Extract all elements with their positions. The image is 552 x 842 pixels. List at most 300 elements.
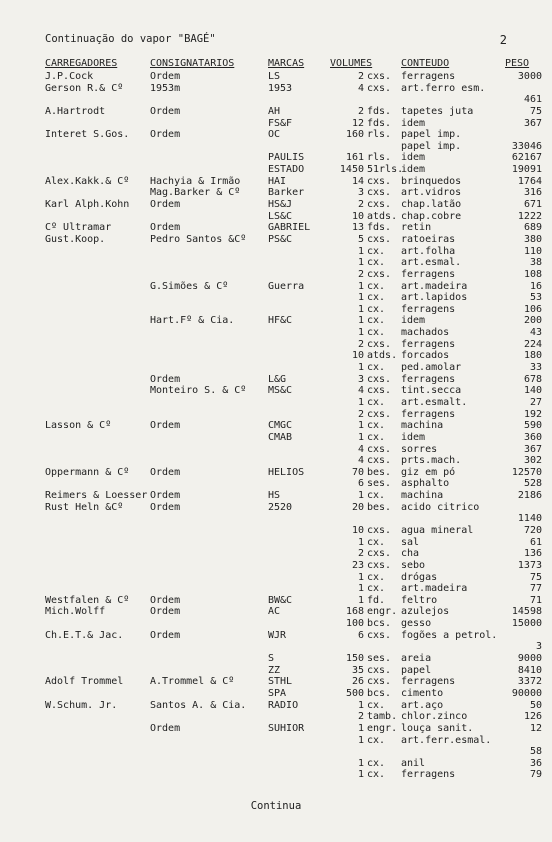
table-row — [0, 281, 552, 293]
marks-cell: MS&C — [268, 385, 293, 397]
weight-cell: 27 — [529, 396, 542, 408]
weight-cell: 14598 — [511, 606, 542, 618]
table-row — [0, 583, 552, 595]
table-row — [0, 676, 552, 688]
table-row — [0, 246, 552, 258]
volume-qty-cell: 2 — [357, 199, 364, 211]
weight-cell: 90000 — [511, 687, 542, 699]
marks-cell: PS&C — [268, 233, 293, 245]
column-header-peso: PESO — [505, 58, 530, 69]
weight-cell: 62167 — [511, 152, 542, 164]
volume-qty-cell: 1 — [357, 571, 364, 583]
table-row — [0, 595, 552, 607]
weight-cell: 200 — [523, 315, 542, 327]
contents-cell: ferragens — [401, 71, 456, 82]
marks-cell: Barker — [268, 187, 305, 199]
volume-qty-cell: 70 — [351, 466, 364, 478]
weight-cell: 79 — [529, 769, 542, 781]
table-row — [0, 769, 552, 781]
continuation-footer: Continua — [250, 800, 302, 812]
volume-unit-cell: cxs. — [367, 71, 392, 82]
volume-unit-cell: engr. — [367, 606, 398, 618]
table-row — [0, 152, 552, 164]
consignee-cell: 1953m — [150, 82, 181, 94]
contents-cell: gesso — [401, 618, 432, 630]
weight-cell: 33046 — [511, 140, 542, 152]
shipper-cell: Reimers & Loesser — [45, 490, 148, 502]
volume-qty-cell: 2 — [357, 71, 364, 82]
contents-cell: ferragens — [401, 676, 456, 688]
table-row — [0, 292, 552, 304]
table-row — [0, 723, 552, 735]
weight-cell: 19091 — [511, 164, 542, 176]
consignee-cell: Monteiro S. & Cº — [150, 385, 247, 397]
volume-unit-cell: cx. — [367, 245, 386, 257]
consignee-cell: Ordem — [150, 501, 181, 513]
contents-cell: sal — [401, 536, 420, 548]
contents-cell: art.vidros — [401, 187, 462, 199]
weight-cell: 12 — [529, 722, 542, 734]
weight-cell: 461 — [523, 94, 542, 106]
volume-qty-cell: 10 — [351, 524, 364, 536]
table-row — [0, 385, 552, 397]
volume-qty-cell: 2 — [357, 105, 364, 117]
table-row — [0, 71, 552, 83]
table-row — [0, 83, 552, 95]
table-row — [0, 327, 552, 339]
shipper-cell: Rust Heln &Cº — [45, 501, 124, 513]
weight-cell: 380 — [523, 233, 542, 245]
volume-unit-cell: cx. — [367, 490, 386, 502]
table-row — [0, 537, 552, 549]
shipper-cell: W.Schum. Jr. — [45, 699, 118, 711]
contents-cell: machados — [401, 327, 450, 339]
consignee-cell: Ordem — [150, 222, 181, 234]
volume-qty-cell: 4 — [357, 385, 364, 397]
volume-unit-cell: cx. — [367, 536, 386, 548]
weight-cell: 671 — [523, 199, 542, 211]
contents-cell: art.ferr.esmal. — [401, 734, 492, 746]
table-row — [0, 467, 552, 479]
table-row — [0, 315, 552, 327]
shipper-cell: Gust.Koop. — [45, 233, 106, 245]
volume-unit-cell: cx. — [367, 420, 386, 432]
volume-unit-cell: cx. — [367, 431, 386, 443]
shipper-cell: Karl Alph.Kohn — [45, 199, 130, 211]
volume-qty-cell: 35 — [351, 664, 364, 676]
volume-unit-cell: tamb. — [367, 711, 398, 723]
consignee-cell: Hart.Fº & Cia. — [150, 315, 235, 327]
volume-qty-cell: 160 — [345, 129, 364, 141]
contents-cell: art.aço — [401, 699, 444, 711]
weight-cell: 15000 — [511, 618, 542, 630]
volume-unit-cell: cx. — [367, 315, 386, 327]
contents-cell: idem — [401, 152, 426, 164]
table-row — [0, 362, 552, 374]
column-header-marcas: MARCAS — [268, 58, 305, 69]
manifest-table — [0, 71, 552, 781]
weight-cell: 16 — [529, 280, 542, 292]
volume-unit-cell: cxs. — [367, 268, 392, 280]
marks-cell: CMGC — [268, 420, 293, 432]
marks-cell: 1953 — [268, 82, 293, 94]
marks-cell: L&G — [268, 373, 287, 385]
weight-cell: 12570 — [511, 466, 542, 478]
consignee-cell: Ordem — [150, 199, 181, 211]
weight-cell: 720 — [523, 524, 542, 536]
contents-cell: ferragens — [401, 408, 456, 420]
marks-cell: CMAB — [268, 431, 293, 443]
volume-unit-cell: cx. — [367, 362, 386, 374]
table-row — [0, 572, 552, 584]
contents-cell: ferragens — [401, 338, 456, 350]
weight-cell: 1373 — [517, 559, 542, 571]
table-row — [0, 711, 552, 723]
volume-unit-cell: cxs. — [367, 629, 392, 641]
contents-cell: idem — [401, 431, 426, 443]
consignee-cell: Ordem — [150, 629, 181, 641]
contents-cell: drógas — [401, 571, 438, 583]
marks-cell: FS&F — [268, 117, 293, 129]
volume-qty-cell: 1 — [357, 431, 364, 443]
table-row — [0, 490, 552, 502]
volume-qty-cell: 1 — [357, 315, 364, 327]
weight-cell: 689 — [523, 222, 542, 234]
table-row — [0, 735, 552, 747]
table-row — [0, 222, 552, 234]
weight-cell: 367 — [523, 117, 542, 129]
marks-cell: SUHIOR — [268, 722, 305, 734]
volume-unit-cell: cx. — [367, 583, 386, 595]
volume-unit-cell: cxs. — [367, 199, 392, 211]
volume-qty-cell: 4 — [357, 82, 364, 94]
volume-qty-cell: 1 — [357, 303, 364, 315]
volume-unit-cell: cxs. — [367, 559, 392, 571]
volume-qty-cell: 2 — [357, 711, 364, 723]
marks-cell: HF&C — [268, 315, 293, 327]
table-row — [0, 374, 552, 386]
weight-cell: 316 — [523, 187, 542, 199]
volume-qty-cell: 10 — [351, 350, 364, 362]
volume-qty-cell: 3 — [357, 373, 364, 385]
volume-qty-cell: 2 — [357, 408, 364, 420]
table-row — [0, 397, 552, 409]
volume-qty-cell: 1 — [357, 583, 364, 595]
table-row — [0, 758, 552, 770]
table-row — [0, 653, 552, 665]
contents-cell: idem — [401, 117, 426, 129]
volume-qty-cell: 13 — [351, 222, 364, 234]
contents-cell: sorres — [401, 443, 438, 455]
consignee-cell: Ordem — [150, 490, 181, 502]
volume-unit-cell: engr. — [367, 722, 398, 734]
consignee-cell: Hachyia & Irmão — [150, 175, 241, 187]
table-row — [0, 618, 552, 630]
volume-qty-cell: 1 — [357, 490, 364, 502]
consignee-cell: A.Trommel & Cº — [150, 676, 235, 688]
shipper-cell: J.P.Cock — [45, 71, 94, 82]
table-row — [0, 688, 552, 700]
shipper-cell: Alex.Kakk.& Cº — [45, 175, 130, 187]
weight-cell: 43 — [529, 327, 542, 339]
contents-cell: chlor.zinco — [401, 711, 468, 723]
volume-qty-cell: 1 — [357, 699, 364, 711]
volume-qty-cell: 5 — [357, 233, 364, 245]
contents-cell: ferragens — [401, 373, 456, 385]
weight-cell: 140 — [523, 385, 542, 397]
table-row — [0, 199, 552, 211]
table-row — [0, 641, 552, 653]
volume-unit-cell: atds. — [367, 210, 398, 222]
weight-cell: 302 — [523, 455, 542, 467]
column-header-conteudo: CONTEUDO — [401, 58, 450, 69]
shipper-cell: Ch.E.T.& Jac. — [45, 629, 124, 641]
marks-cell: ESTADO — [268, 164, 305, 176]
contents-cell: machina — [401, 490, 444, 502]
volume-unit-cell: fds. — [367, 117, 392, 129]
marks-cell: AH — [268, 105, 281, 117]
volume-unit-cell: cxs. — [367, 408, 392, 420]
weight-cell: 224 — [523, 338, 542, 350]
marks-cell: HELIOS — [268, 466, 305, 478]
volume-unit-cell: fds. — [367, 105, 392, 117]
volume-qty-cell: 1 — [357, 722, 364, 734]
marks-cell: AC — [268, 606, 281, 618]
table-row — [0, 164, 552, 176]
marks-cell: HAI — [268, 175, 287, 187]
consignee-cell: Ordem — [150, 420, 181, 432]
marks-cell: STHL — [268, 676, 293, 688]
contents-cell: acido citrico — [401, 501, 480, 513]
shipper-cell: Westfalen & Cº — [45, 594, 130, 606]
volume-qty-cell: 23 — [351, 559, 364, 571]
table-row — [0, 409, 552, 421]
volume-unit-cell: cx. — [367, 769, 386, 781]
volume-unit-cell: cxs. — [367, 187, 392, 199]
column-header-carregadores: CARREGADORES — [45, 58, 118, 69]
marks-cell: OC — [268, 129, 281, 141]
weight-cell: 36 — [529, 757, 542, 769]
weight-cell: 2186 — [517, 490, 542, 502]
weight-cell: 75 — [529, 105, 542, 117]
consignee-cell: Ordem — [150, 606, 181, 618]
contents-cell: art.esmalt. — [401, 396, 468, 408]
shipper-cell: Oppermann & Cº — [45, 466, 130, 478]
volume-qty-cell: 161 — [345, 152, 364, 164]
volume-unit-cell: atds. — [367, 350, 398, 362]
volume-unit-cell: cx. — [367, 699, 386, 711]
volume-unit-cell: fds. — [367, 222, 392, 234]
volume-unit-cell: cx. — [367, 757, 386, 769]
marks-cell: LS — [268, 71, 281, 82]
contents-cell: azulejos — [401, 606, 450, 618]
volume-qty-cell: 500 — [345, 687, 364, 699]
volume-qty-cell: 100 — [345, 618, 364, 630]
weight-cell: 3000 — [517, 71, 542, 82]
volume-qty-cell: 1 — [357, 734, 364, 746]
table-row — [0, 700, 552, 712]
weight-cell: 3 — [535, 641, 542, 653]
weight-cell: 75 — [529, 571, 542, 583]
weight-cell: 53 — [529, 292, 542, 304]
shipper-cell: Adolf Trommel — [45, 676, 124, 688]
volume-unit-cell: bes. — [367, 501, 392, 513]
contents-cell: art.ferro esm. — [401, 82, 486, 94]
table-row — [0, 141, 552, 153]
table-row — [0, 502, 552, 514]
consignee-cell: Mag.Barker & Cº — [150, 187, 241, 199]
volume-qty-cell: 1 — [357, 536, 364, 548]
volume-unit-cell: cxs. — [367, 82, 392, 94]
marks-cell: LS&C — [268, 210, 293, 222]
volume-unit-cell: cxs. — [367, 338, 392, 350]
weight-cell: 58 — [529, 746, 542, 758]
consignee-cell: Ordem — [150, 373, 181, 385]
contents-cell: papel imp. — [401, 129, 462, 141]
marks-cell: 2520 — [268, 501, 293, 513]
volume-unit-cell: cx. — [367, 257, 386, 269]
marks-cell: HS — [268, 490, 281, 502]
contents-cell: tint.secca — [401, 385, 462, 397]
contents-cell: forcados — [401, 350, 450, 362]
marks-cell: BW&C — [268, 594, 293, 606]
table-row — [0, 525, 552, 537]
contents-cell: idem — [401, 315, 426, 327]
contents-cell: art.madeira — [401, 583, 468, 595]
volume-qty-cell: 1 — [357, 280, 364, 292]
volume-unit-cell: cxs. — [367, 676, 392, 688]
volume-unit-cell: cxs. — [367, 373, 392, 385]
weight-cell: 1222 — [517, 210, 542, 222]
volume-qty-cell: 4 — [357, 443, 364, 455]
table-row — [0, 129, 552, 141]
weight-cell: 1140 — [517, 513, 542, 525]
volume-qty-cell: 1 — [357, 757, 364, 769]
contents-cell: louça sanit. — [401, 722, 474, 734]
volume-unit-cell: fd. — [367, 594, 386, 606]
volume-qty-cell: 1 — [357, 327, 364, 339]
contents-cell: chap.cobre — [401, 210, 462, 222]
marks-cell: HS&J — [268, 199, 293, 211]
shipper-cell: Interet S.Gos. — [45, 129, 130, 141]
contents-cell: art.madeira — [401, 280, 468, 292]
table-row — [0, 339, 552, 351]
contents-cell: retin — [401, 222, 432, 234]
weight-cell: 678 — [523, 373, 542, 385]
volume-qty-cell: 1450 — [339, 164, 364, 176]
volume-qty-cell: 2 — [357, 268, 364, 280]
contents-cell: agua mineral — [401, 524, 474, 536]
volume-qty-cell: 10 — [351, 210, 364, 222]
page-number: 2 — [499, 33, 507, 47]
volume-qty-cell: 1 — [357, 362, 364, 374]
volume-qty-cell: 26 — [351, 676, 364, 688]
volume-qty-cell: 1 — [357, 245, 364, 257]
contents-cell: art.esmal. — [401, 257, 462, 269]
volume-unit-cell: cxs. — [367, 443, 392, 455]
consignee-cell: Pedro Santos &Cº — [150, 233, 247, 245]
table-row — [0, 746, 552, 758]
contents-cell: ferragens — [401, 303, 456, 315]
contents-cell: idem — [401, 164, 426, 176]
shipper-cell: Mich.Wolff — [45, 606, 106, 618]
consignee-cell: Santos A. & Cia. — [150, 699, 247, 711]
volume-qty-cell: 14 — [351, 175, 364, 187]
volume-qty-cell: 1 — [357, 396, 364, 408]
weight-cell: 8410 — [517, 664, 542, 676]
volume-unit-cell: cx. — [367, 571, 386, 583]
volume-unit-cell: cx. — [367, 734, 386, 746]
marks-cell: Guerra — [268, 280, 305, 292]
volume-unit-cell: bcs. — [367, 687, 392, 699]
table-row — [0, 548, 552, 560]
page-header — [45, 33, 507, 47]
table-row — [0, 606, 552, 618]
weight-cell: 367 — [523, 443, 542, 455]
table-row — [0, 187, 552, 199]
contents-cell: sebo — [401, 559, 426, 571]
volume-qty-cell: 2 — [357, 338, 364, 350]
marks-cell: S — [268, 653, 275, 665]
consignee-cell: Ordem — [150, 105, 181, 117]
column-header-volumes: VOLUMES — [330, 58, 373, 69]
weight-cell: 61 — [529, 536, 542, 548]
consignee-cell: G.Simões & Cº — [150, 280, 229, 292]
volume-qty-cell: 12 — [351, 117, 364, 129]
weight-cell: 77 — [529, 583, 542, 595]
weight-cell: 136 — [523, 548, 542, 560]
volume-unit-cell: bes. — [367, 466, 392, 478]
weight-cell: 192 — [523, 408, 542, 420]
document-title: Continuação do vapor "BAGÉ" — [45, 33, 216, 45]
volume-qty-cell: 4 — [357, 455, 364, 467]
table-row — [0, 665, 552, 677]
table-row — [0, 234, 552, 246]
volume-unit-cell: cx. — [367, 292, 386, 304]
column-header-consignatarios: CONSIGNATARIOS — [150, 58, 235, 69]
weight-cell: 9000 — [517, 653, 542, 665]
table-row — [0, 176, 552, 188]
consignee-cell: Ordem — [150, 71, 181, 82]
weight-cell: 360 — [523, 431, 542, 443]
weight-cell: 110 — [523, 245, 542, 257]
table-row — [0, 478, 552, 490]
contents-cell: ratoeiras — [401, 233, 456, 245]
shipper-cell: Lasson & Cº — [45, 420, 112, 432]
table-row — [0, 257, 552, 269]
volume-qty-cell: 1 — [357, 769, 364, 781]
volume-qty-cell: 6 — [357, 629, 364, 641]
table-row — [0, 118, 552, 130]
volume-qty-cell: 3 — [357, 187, 364, 199]
contents-cell: ped.amolar — [401, 362, 462, 374]
contents-cell: ferragens — [401, 769, 456, 781]
weight-cell: 38 — [529, 257, 542, 269]
consignee-cell: Ordem — [150, 594, 181, 606]
table-row — [0, 94, 552, 106]
contents-cell: tapetes juta — [401, 105, 474, 117]
volume-unit-cell: bcs. — [367, 618, 392, 630]
volume-unit-cell: rls. — [367, 129, 392, 141]
volume-unit-cell: cxs. — [367, 175, 392, 187]
volume-unit-cell: cx. — [367, 303, 386, 315]
weight-cell: 50 — [529, 699, 542, 711]
shipper-cell: Gerson R.& Cº — [45, 82, 124, 94]
table-row — [0, 304, 552, 316]
table-row — [0, 455, 552, 467]
consignee-cell: Ordem — [150, 129, 181, 141]
volume-unit-cell: cxs. — [367, 664, 392, 676]
